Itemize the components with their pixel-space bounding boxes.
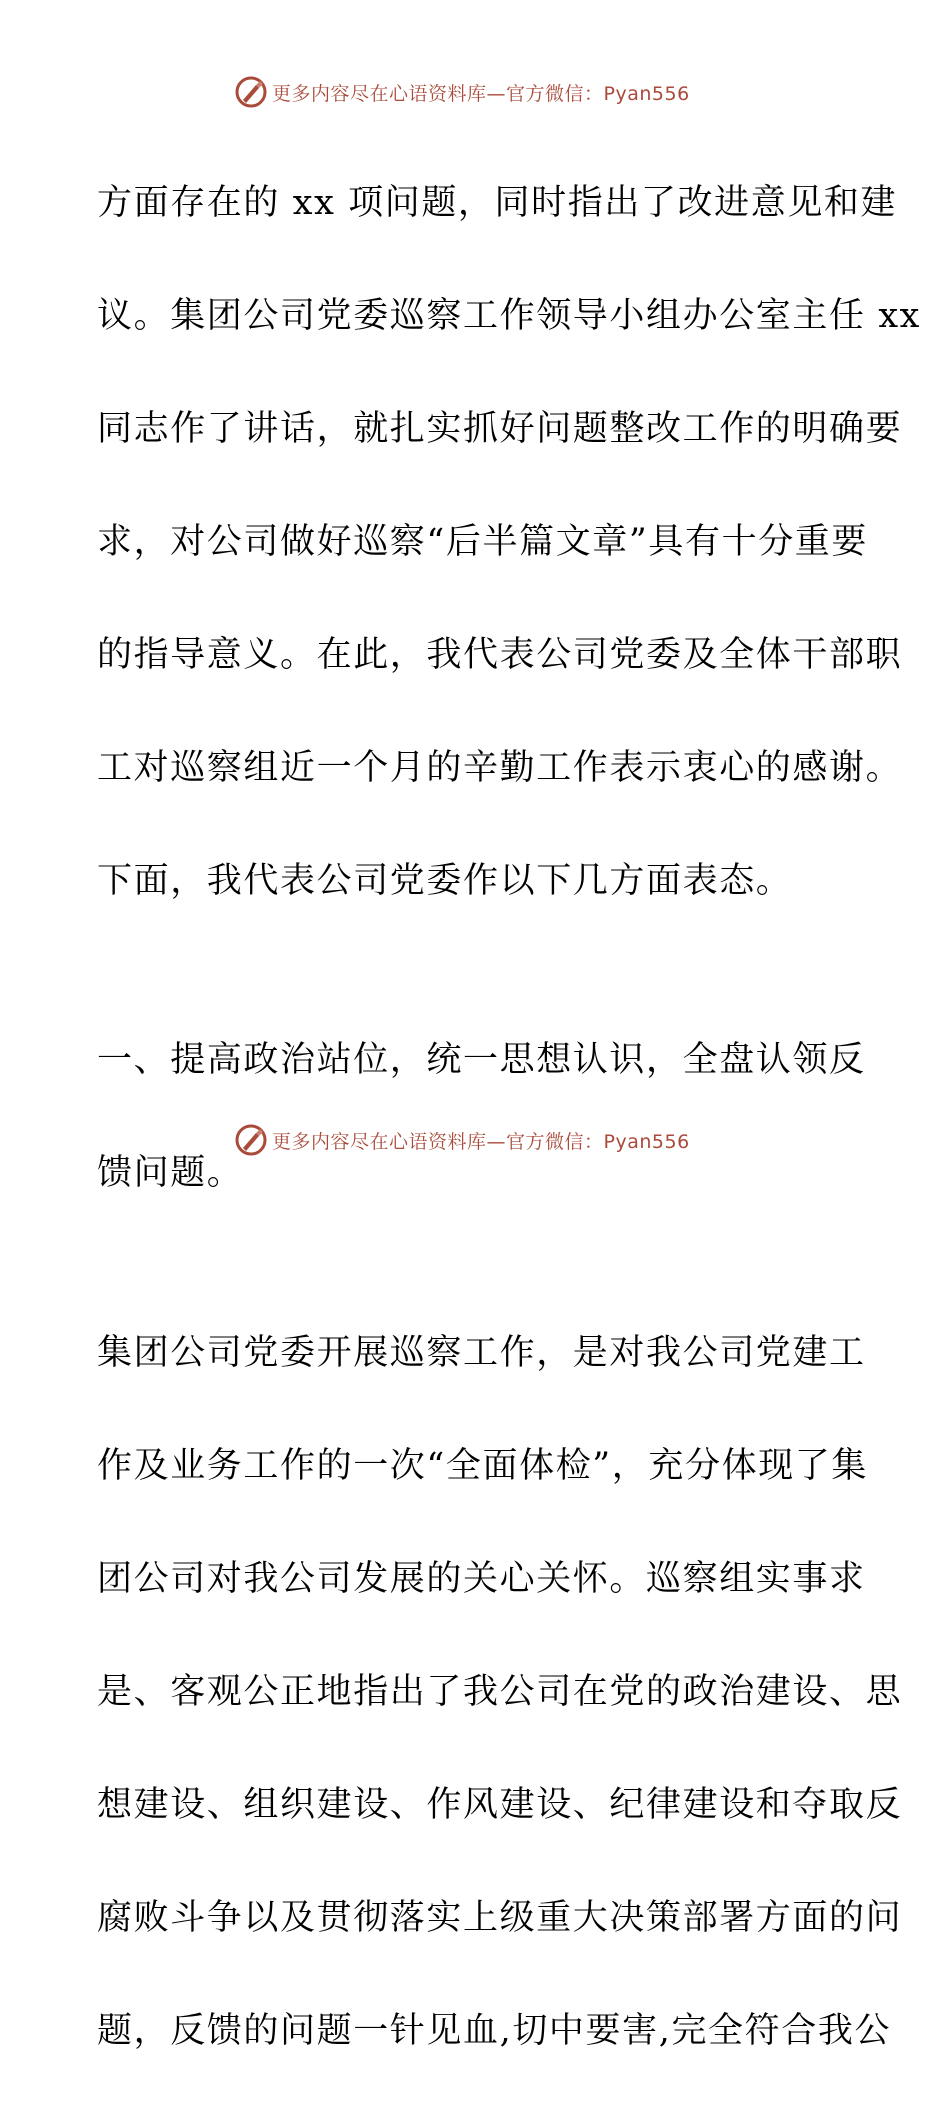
- paragraph-1-line: 工对巡察组近一个月的辛勤工作表示衷心的感谢。: [97, 747, 903, 788]
- pen-in-circle-logo-icon: [234, 1123, 268, 1157]
- section-heading-line: 一、提高政治站位，统一思想认识，全盘认领反: [97, 1040, 866, 1080]
- paragraph-2-line: 是、客观公正地指出了我公司在党的政治建设、思: [97, 1671, 903, 1712]
- paragraph-1-line: 求，对公司做好巡察“后半篇文章”具有十分重要: [97, 521, 868, 562]
- pen-in-circle-logo-icon: [234, 75, 268, 109]
- paragraph-2-line: 题，反馈的问题一针见血,切中要害,完全符合我公: [97, 2010, 892, 2051]
- section-heading-line: 馈问题。: [97, 1153, 244, 1193]
- header-banner-text: 更多内容尽在心语资料库—官方微信：Pyan556: [272, 82, 690, 105]
- paragraph-2-line: 集团公司党委开展巡察工作，是对我公司党建工: [97, 1332, 866, 1373]
- header-banner-inner: [234, 72, 690, 112]
- paragraph-1-line: 下面，我代表公司党委作以下几方面表态。: [97, 860, 793, 901]
- section-heading-1: [97, 976, 866, 1259]
- paragraph-2: [97, 1268, 903, 2116]
- paragraph-1-line: 议。集团公司党委巡察工作领导小组办公室主任 xx: [97, 295, 922, 336]
- footer-banner-inner: [234, 1120, 690, 1160]
- paragraph-2-line: 团公司对我公司发展的关心关怀。巡察组实事求: [97, 1558, 866, 1599]
- paragraph-2-line: 想建设、组织建设、作风建设、纪律建设和夺取反: [97, 1784, 903, 1825]
- paragraph-1-line: 方面存在的 xx 项问题，同时指出了改进意见和建: [97, 182, 898, 223]
- document-body: [97, 118, 922, 2116]
- paragraph-2-line: 作及业务工作的一次“全面体检”，充分体现了集: [97, 1445, 868, 1486]
- paragraph-1: [97, 118, 922, 966]
- paragraph-1-line: 同志作了讲话，就扎实抓好问题整改工作的明确要: [97, 408, 903, 449]
- paragraph-2-line: 腐败斗争以及贯彻落实上级重大决策部署方面的问: [97, 1897, 903, 1938]
- paragraph-1-line: 的指导意义。在此，我代表公司党委及全体干部职: [97, 634, 903, 675]
- footer-banner: [0, 1120, 950, 1160]
- header-banner: [0, 72, 950, 112]
- footer-banner-text: 更多内容尽在心语资料库—官方微信：Pyan556: [272, 1130, 690, 1153]
